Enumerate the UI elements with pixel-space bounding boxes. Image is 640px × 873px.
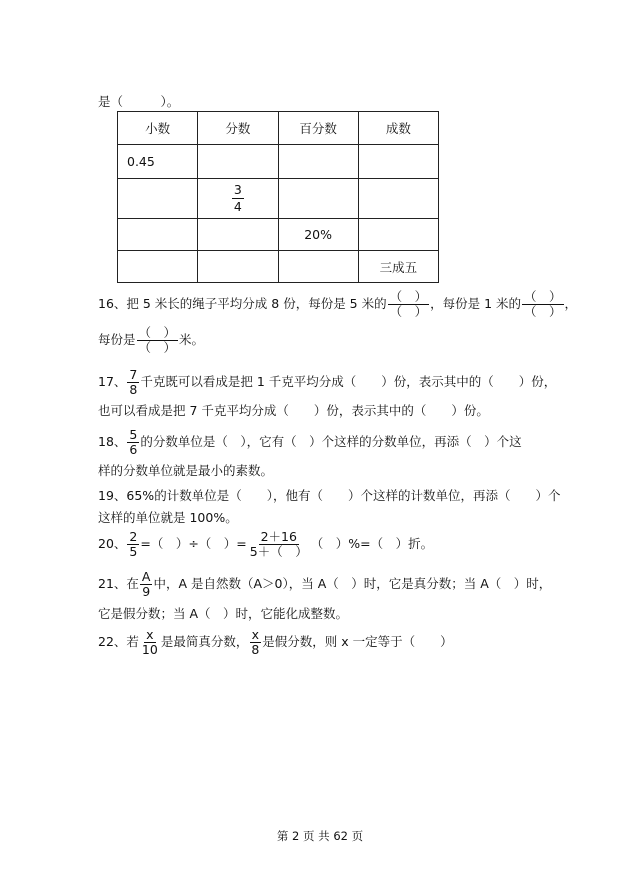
blank-numerator: （ ） bbox=[389, 289, 428, 304]
q21-prefix: 21、在 bbox=[98, 576, 139, 591]
header-fraction: 分数 bbox=[198, 112, 278, 145]
cell-empty bbox=[118, 251, 198, 283]
fraction-denominator: 10 bbox=[141, 642, 158, 657]
q16-text-1: 16、把 5 米长的绳子平均分成 8 份，每份是 5 米的 bbox=[98, 296, 387, 311]
q22-fraction-2 bbox=[249, 628, 261, 657]
q20-text-mid: =（ ）÷（ ）= bbox=[140, 536, 247, 551]
table-row bbox=[118, 251, 439, 283]
fraction-numerator: 2 bbox=[129, 529, 138, 544]
table-header-row bbox=[118, 112, 439, 145]
q21-text-1: 中，A 是自然数（A＞0），当 A（ ）时，它是真分数；当 A（ ）时， bbox=[153, 576, 552, 591]
fraction-denominator: 8 bbox=[129, 382, 138, 397]
fraction-numerator: 3 bbox=[233, 182, 242, 197]
q16-blank-fraction-3 bbox=[137, 326, 179, 355]
q18-fraction bbox=[127, 428, 139, 457]
fraction-denominator: 8 bbox=[251, 642, 260, 657]
q21-fraction bbox=[140, 570, 153, 599]
q22-text-mid: 是最简真分数， bbox=[160, 634, 249, 649]
cell-empty bbox=[358, 145, 438, 179]
q22-text-suffix: 是假分数，则 x 一定等于（ ） bbox=[262, 634, 453, 649]
cell-empty bbox=[118, 219, 198, 251]
question-20 bbox=[98, 526, 433, 562]
question-19-line-2: 这样的单位就是 100%。 bbox=[98, 510, 238, 525]
cell-empty bbox=[358, 219, 438, 251]
fraction-denominator: 6 bbox=[129, 442, 138, 457]
cell-empty bbox=[118, 179, 198, 219]
table-row bbox=[118, 179, 439, 219]
q18-prefix: 18、 bbox=[98, 434, 127, 449]
fraction-numerator: A bbox=[141, 569, 151, 584]
fraction-numerator: 5 bbox=[129, 427, 138, 442]
question-18-line-1 bbox=[98, 426, 522, 458]
question-21-line-1 bbox=[98, 568, 551, 600]
q20-fraction-2 bbox=[248, 530, 310, 559]
q20-prefix: 20、 bbox=[98, 536, 127, 551]
q22-fraction-1 bbox=[140, 628, 160, 657]
q16-blank-fraction-2 bbox=[522, 290, 564, 319]
q16-text-4: 每份是 bbox=[98, 332, 136, 347]
q16-blank-fraction-1 bbox=[388, 290, 430, 319]
q20-text-suffix: （ ）%=（ ）折。 bbox=[310, 536, 434, 551]
question-16-line-1 bbox=[98, 288, 577, 320]
cell-fraction-value bbox=[198, 179, 278, 219]
cell-empty bbox=[358, 179, 438, 219]
fraction-denominator: 5 bbox=[129, 544, 138, 559]
q17-text-1: 千克既可以看成是把 1 千克平均分成（ ）份，表示其中的（ ）份， bbox=[140, 374, 557, 389]
blank-denominator: （ ） bbox=[138, 340, 177, 355]
table-row bbox=[118, 145, 439, 179]
header-chengshu: 成数 bbox=[358, 112, 438, 145]
cell-empty bbox=[198, 145, 278, 179]
blank-numerator: （ ） bbox=[138, 325, 177, 340]
q17-fraction bbox=[127, 368, 139, 397]
q17-prefix: 17、 bbox=[98, 374, 127, 389]
table-row bbox=[118, 219, 439, 251]
fraction-denominator: 9 bbox=[142, 584, 151, 599]
cell-empty bbox=[278, 145, 358, 179]
cell-percent-value: 20% bbox=[278, 219, 358, 251]
q20-fraction-1 bbox=[127, 530, 139, 559]
question-17-line-2: 也可以看成是把 7 千克平均分成（ ）份，表示其中的（ ）份。 bbox=[98, 403, 489, 418]
question-22 bbox=[98, 626, 453, 658]
fraction-numerator: x bbox=[146, 627, 154, 642]
question-19-line-1: 19、65%的计数单位是（ ），他有（ ）个这样的计数单位，再添（ ）个 bbox=[98, 488, 561, 503]
blank-denominator: （ ） bbox=[389, 304, 428, 319]
fraction-denominator: 4 bbox=[233, 199, 242, 214]
conversion-table bbox=[117, 111, 439, 283]
cell-decimal-value: 0.45 bbox=[118, 145, 198, 179]
q16-text-3: ， bbox=[564, 296, 578, 311]
q22-prefix: 22、若 bbox=[98, 634, 139, 649]
cell-chengshu-value: 三成五 bbox=[358, 251, 438, 283]
header-percent: 百分数 bbox=[278, 112, 358, 145]
blank-numerator: （ ） bbox=[524, 289, 562, 304]
question-16-line-2 bbox=[98, 324, 204, 356]
fraction-three-quarters bbox=[232, 182, 244, 215]
fraction-numerator: 7 bbox=[129, 367, 138, 382]
fraction-denominator: 5＋（ ） bbox=[249, 544, 308, 559]
fraction-numerator: x bbox=[251, 627, 259, 642]
header-decimal: 小数 bbox=[118, 112, 198, 145]
page-footer: 第 2 页 共 62 页 bbox=[276, 829, 364, 843]
blank-denominator: （ ） bbox=[524, 304, 562, 319]
q18-text-1: 的分数单位是（ ），它有（ ）个这样的分数单位，再添（ ）个这 bbox=[140, 434, 522, 449]
q16-text-2: ，每份是 1 米的 bbox=[430, 296, 522, 311]
question-17-line-1 bbox=[98, 366, 556, 398]
q16-text-5: 米。 bbox=[179, 332, 205, 347]
question-18-line-2: 样的分数单位就是最小的素数。 bbox=[98, 463, 274, 478]
cell-empty bbox=[278, 179, 358, 219]
question-21-line-2: 它是假分数；当 A（ ）时，它能化成整数。 bbox=[98, 606, 349, 621]
continued-line: 是（ ）。 bbox=[98, 94, 180, 109]
cell-empty bbox=[198, 251, 278, 283]
fraction-numerator: 2＋16 bbox=[260, 529, 297, 544]
cell-empty bbox=[198, 219, 278, 251]
cell-empty bbox=[278, 251, 358, 283]
